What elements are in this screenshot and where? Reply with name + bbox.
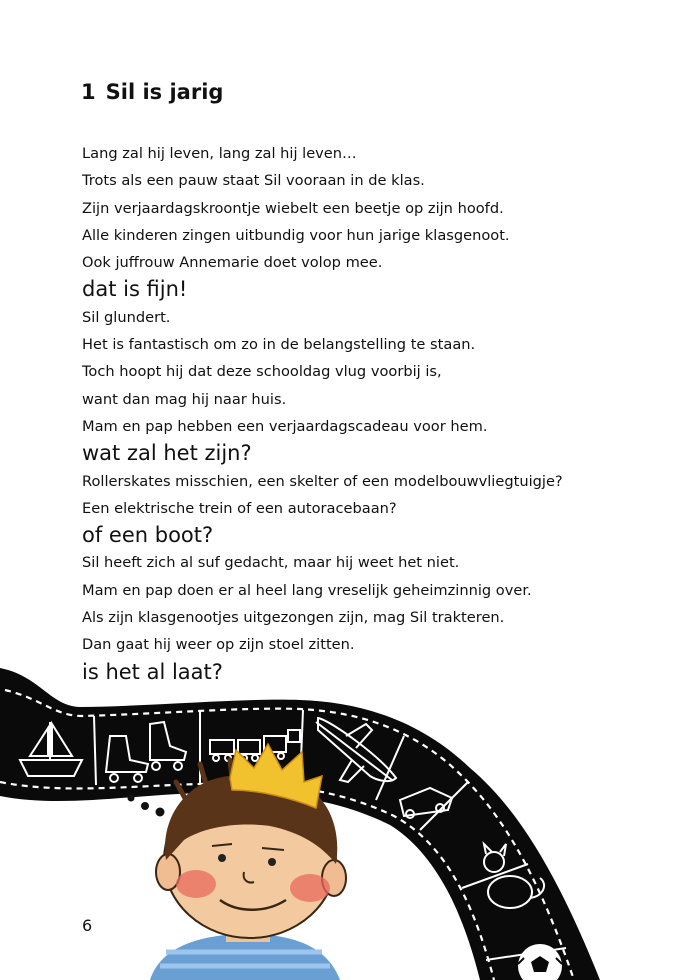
story-line: Sil glundert. bbox=[82, 308, 171, 326]
story-line: Dan gaat hij weer op zijn stoel zitten. bbox=[82, 636, 355, 654]
story-line-large: dat is fijn! bbox=[82, 277, 188, 302]
story-line: Mam en pap doen er al heel lang vreselijk geheimzinnig over. bbox=[82, 581, 532, 599]
story-line: Sil heeft zich al suf gedacht, maar hij weet het niet. bbox=[82, 554, 460, 572]
story-line: Ook juffrouw Annemarie doet volop mee. bbox=[82, 254, 383, 272]
chapter-title bbox=[81, 80, 223, 104]
chapter-number: 1 bbox=[81, 80, 96, 104]
illustration bbox=[0, 660, 674, 980]
story-line: Trots als een pauw staat Sil vooraan in de klas. bbox=[82, 172, 425, 190]
story-line: want dan mag hij naar huis. bbox=[82, 390, 287, 408]
page-number: 6 bbox=[82, 916, 93, 935]
story-line: Toch hoopt hij dat deze schooldag vlug voorbij is, bbox=[82, 363, 442, 381]
story-line: Alle kinderen zingen uitbundig voor hun jarige klasgenoot. bbox=[82, 226, 510, 244]
story-line: Het is fantastisch om zo in de belangstelling te staan. bbox=[82, 336, 476, 354]
story-line: Rollerskates misschien, een skelter of een modelbouwvliegtuigje? bbox=[82, 472, 563, 490]
story-text bbox=[82, 140, 652, 686]
story-line: Een elektrische trein of een autoracebaan? bbox=[82, 499, 397, 517]
story-line-large: wat zal het zijn? bbox=[82, 441, 252, 466]
story-line: Als zijn klasgenootjes uitgezongen zijn, mag Sil trakteren. bbox=[82, 609, 505, 627]
story-line: Mam en pap hebben een verjaardagscadeau voor hem. bbox=[82, 417, 488, 435]
story-line: Lang zal hij leven, lang zal hij leven… bbox=[82, 145, 357, 162]
chapter-title-text: Sil is jarig bbox=[105, 80, 224, 104]
thought-bubbles bbox=[128, 795, 165, 817]
story-line: Zijn verjaardagskroontje wiebelt een beetje op zijn hoofd. bbox=[82, 199, 504, 217]
story-line-large: is het al laat? bbox=[82, 659, 223, 684]
story-line-large: of een boot? bbox=[82, 523, 214, 548]
